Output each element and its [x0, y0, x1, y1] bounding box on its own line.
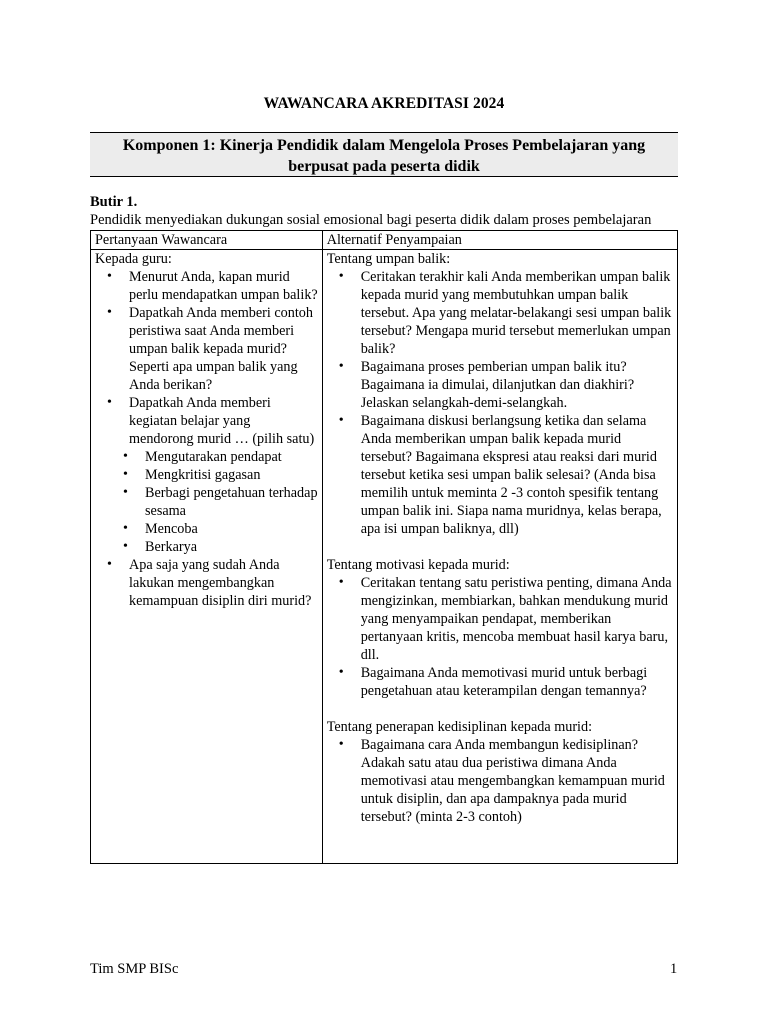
footer-author: Tim SMP BISc [90, 961, 179, 977]
list-item-text: Dapatkah Anda memberi kegiatan belajar yang mendorong murid … (pilih satu) [129, 395, 315, 447]
item-description: Pendidik menyediakan dukungan sosial emosional bagi peserta didik dalam proses pembelajaran [90, 212, 652, 228]
discipline-heading: Tentang penerapan kedisiplinan kepada murid: [326, 719, 593, 735]
questions-list [95, 268, 318, 448]
list-item: • Berkarya [95, 538, 318, 556]
list-item: • Menurut Anda, kapan murid perlu mendapatkan umpan balik? [95, 268, 318, 304]
column-header-questions: Pertanyaan Wawancara [91, 231, 323, 250]
discipline-list [327, 736, 673, 826]
activity-options-list [95, 448, 318, 556]
list-item: • Ceritakan terakhir kali Anda memberikan umpan balik kepada murid yang membutuhkan umpan balik tersebut. Apa yang melatar-belakangi sesi umpan balik tersebut? Mengapa murid tersebut memerlukan umpan balik? [327, 268, 673, 358]
component-heading-line2: berpusat pada peserta didik [288, 158, 480, 175]
list-item: • Dapatkah Anda memberi contoh peristiwa saat Anda memberi umpan balik kepada murid? Seperti apa umpan balik yang Anda berikan? [95, 304, 318, 394]
list-item: • Bagaimana diskusi berlangsung ketika dan selama Anda memberikan umpan balik kepada murid tersebut? Bagaimana ekspresi atau reaksi dari murid tersebut ketika sesi umpan balik selesai? (Anda bisa memilih untuk meminta 2 -3 contoh spesifik tentang umpan balik ini. Siapa nama muridnya, kelas berapa, apa isi umpan baliknya, dll) [327, 412, 673, 538]
list-item: • Ceritakan tentang satu peristiwa penting, dimana Anda mengizinkan, membiarkan, bahkan mendukung murid yang menyampaikan pendapat, memberikan pertanyaan kritis, mencoba membuat hasil karya baru, dll. [327, 574, 673, 664]
table-header-row [91, 231, 678, 250]
questions-cell [91, 250, 323, 864]
list-item: • Mencoba [95, 520, 318, 538]
motivation-list [327, 574, 673, 700]
list-item: • Mengkritisi gagasan [95, 466, 318, 484]
questions-intro: Kepada guru: [95, 251, 172, 267]
list-item: • Mengutarakan pendapat [95, 448, 318, 466]
page-number: 1 [670, 961, 678, 977]
document-title: WAWANCARA AKREDITASI 2024 [263, 95, 505, 112]
list-item [95, 394, 318, 448]
questions-list-continued [95, 556, 318, 610]
column-header-alternatives: Alternatif Penyampaian [322, 231, 677, 250]
list-item: • Apa saja yang sudah Anda lakukan mengembangkan kemampuan disiplin diri murid? [95, 556, 318, 610]
list-item: • Bagaimana cara Anda membangun kedisiplinan? Adakah satu atau dua peristiwa dimana Anda memotivasi atau mengembangkan kemampuan murid untuk disiplin, dan apa dampaknya pada murid tersebut? (minta 2-3 contoh) [327, 736, 673, 826]
list-item: • Bagaimana proses pemberian umpan balik itu? Bagaimana ia dimulai, dilanjutkan dan diakhiri? Jelaskan selangkah-demi-selangkah. [327, 358, 673, 412]
component-heading-line1: Komponen 1: Kinerja Pendidik dalam Mengelola Proses Pembelajaran yang [122, 137, 646, 154]
item-label: Butir 1. [90, 194, 138, 210]
alternatives-cell [322, 250, 677, 864]
table-row [91, 250, 678, 864]
feedback-list [327, 268, 673, 538]
component-heading [90, 132, 678, 177]
list-item: • Berbagi pengetahuan terhadap sesama [95, 484, 318, 520]
interview-table [90, 230, 678, 864]
feedback-heading: Tentang umpan balik: [326, 251, 451, 267]
list-item: • Bagaimana Anda memotivasi murid untuk berbagi pengetahuan atau keterampilan dengan temannya? [327, 664, 673, 700]
motivation-heading: Tentang motivasi kepada murid: [326, 557, 510, 573]
